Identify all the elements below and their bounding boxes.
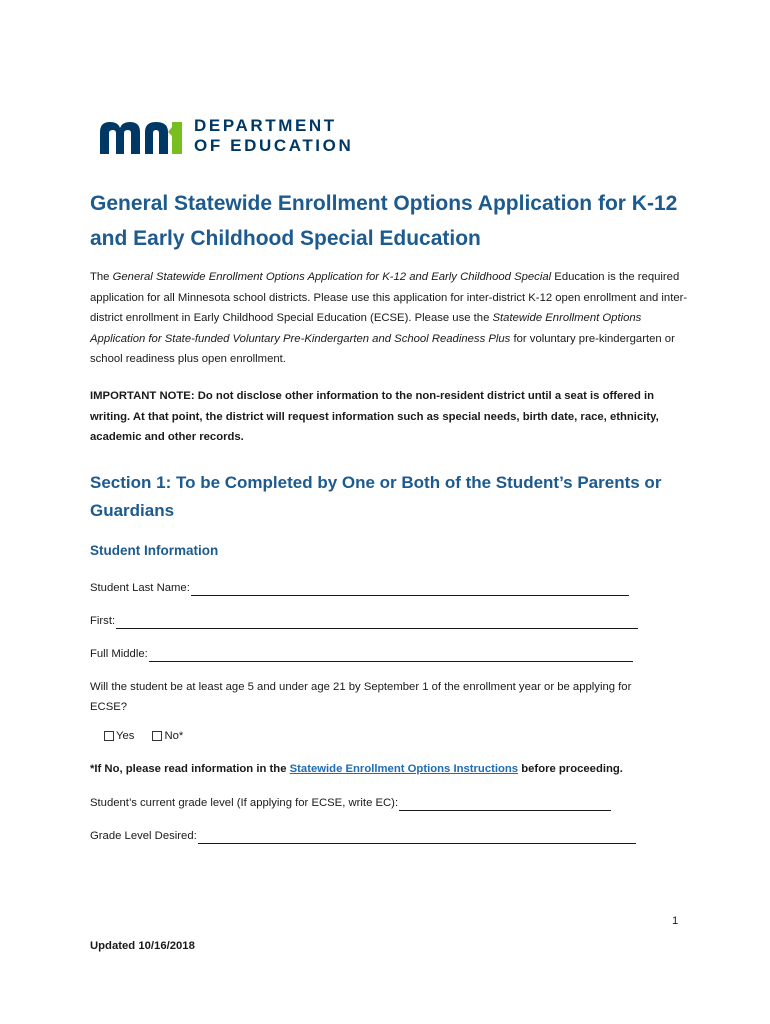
instructions-link[interactable]: Statewide Enrollment Options Instructions (289, 763, 519, 775)
intro-italic-1: General Statewide Enrollment Options Application for K-12 and Early Childhood Special (112, 271, 552, 283)
middle-name-input[interactable] (149, 648, 633, 662)
intro-paragraph (90, 267, 688, 370)
logo-line-2: OF EDUCATION (194, 136, 354, 155)
yes-label: Yes (116, 730, 135, 742)
first-name-input[interactable] (116, 615, 638, 629)
page-number: 1 (672, 915, 679, 927)
first-name-label: First: (90, 615, 116, 627)
mde-logo (98, 116, 388, 160)
section-1-title: Section 1: To be Completed by One or Both of the Student’s Parents or Guardians (90, 473, 662, 520)
intro-text-1: The (90, 271, 113, 283)
if-no-text-2: before proceeding. (518, 763, 623, 775)
grade-desired-label: Grade Level Desired: (90, 830, 197, 842)
important-note: IMPORTANT NOTE: Do not disclose other information to the non-resident district until a seat is offered in writing. At that point, the district will request information such as special needs, birth date, race, ethnicity, academic and other records. (90, 390, 659, 443)
if-no-instruction (90, 763, 623, 775)
student-middle-name-field (90, 646, 633, 662)
grade-desired-field (90, 828, 636, 844)
current-grade-input[interactable] (399, 797, 611, 811)
intro-text-3: for voluntary pre-kindergarten or school readiness plus open enrollment. (90, 332, 675, 365)
mn-logo-icon (98, 118, 186, 156)
no-checkbox[interactable] (152, 731, 162, 741)
updated-date: Updated 10/16/2018 (90, 940, 195, 952)
last-name-input[interactable] (191, 582, 629, 596)
grade-desired-input[interactable] (198, 830, 636, 844)
age-question: Will the student be at least age 5 and under age 21 by September 1 of the enrollment year or be applying for ECSE? (90, 681, 632, 713)
intro-text-2: Education is the required application for all Minnesota school districts. Please use this application for inter-district K-12 open enrollment and inter-district enrollment in Early Childhood Special Education (ECSE). Please use the (90, 271, 688, 324)
yes-option[interactable] (104, 730, 134, 742)
student-first-name-field (90, 613, 638, 629)
logo-wordmark (194, 116, 353, 156)
intro-italic-2: Statewide Enrollment Options Application for State-funded Voluntary Pre-Kindergarten and School Readiness Plus (90, 312, 642, 345)
last-name-label: Student Last Name: (90, 582, 190, 594)
current-grade-label: Student’s current grade level (If applying for ECSE, write EC): (90, 797, 399, 809)
if-no-text-1: *If No, please read information in the (90, 763, 290, 775)
no-option[interactable] (152, 730, 183, 742)
middle-name-label: Full Middle: (90, 648, 148, 660)
student-last-name-field (90, 580, 629, 596)
student-information-heading: Student Information (90, 543, 219, 558)
logo-line-1: DEPARTMENT (194, 116, 337, 135)
no-label: No* (164, 730, 184, 742)
yes-checkbox[interactable] (104, 731, 114, 741)
page-title: General Statewide Enrollment Options Application for K-12 and Early Childhood Special Education (90, 192, 678, 250)
current-grade-field (90, 795, 611, 811)
age-question-options (104, 730, 183, 742)
